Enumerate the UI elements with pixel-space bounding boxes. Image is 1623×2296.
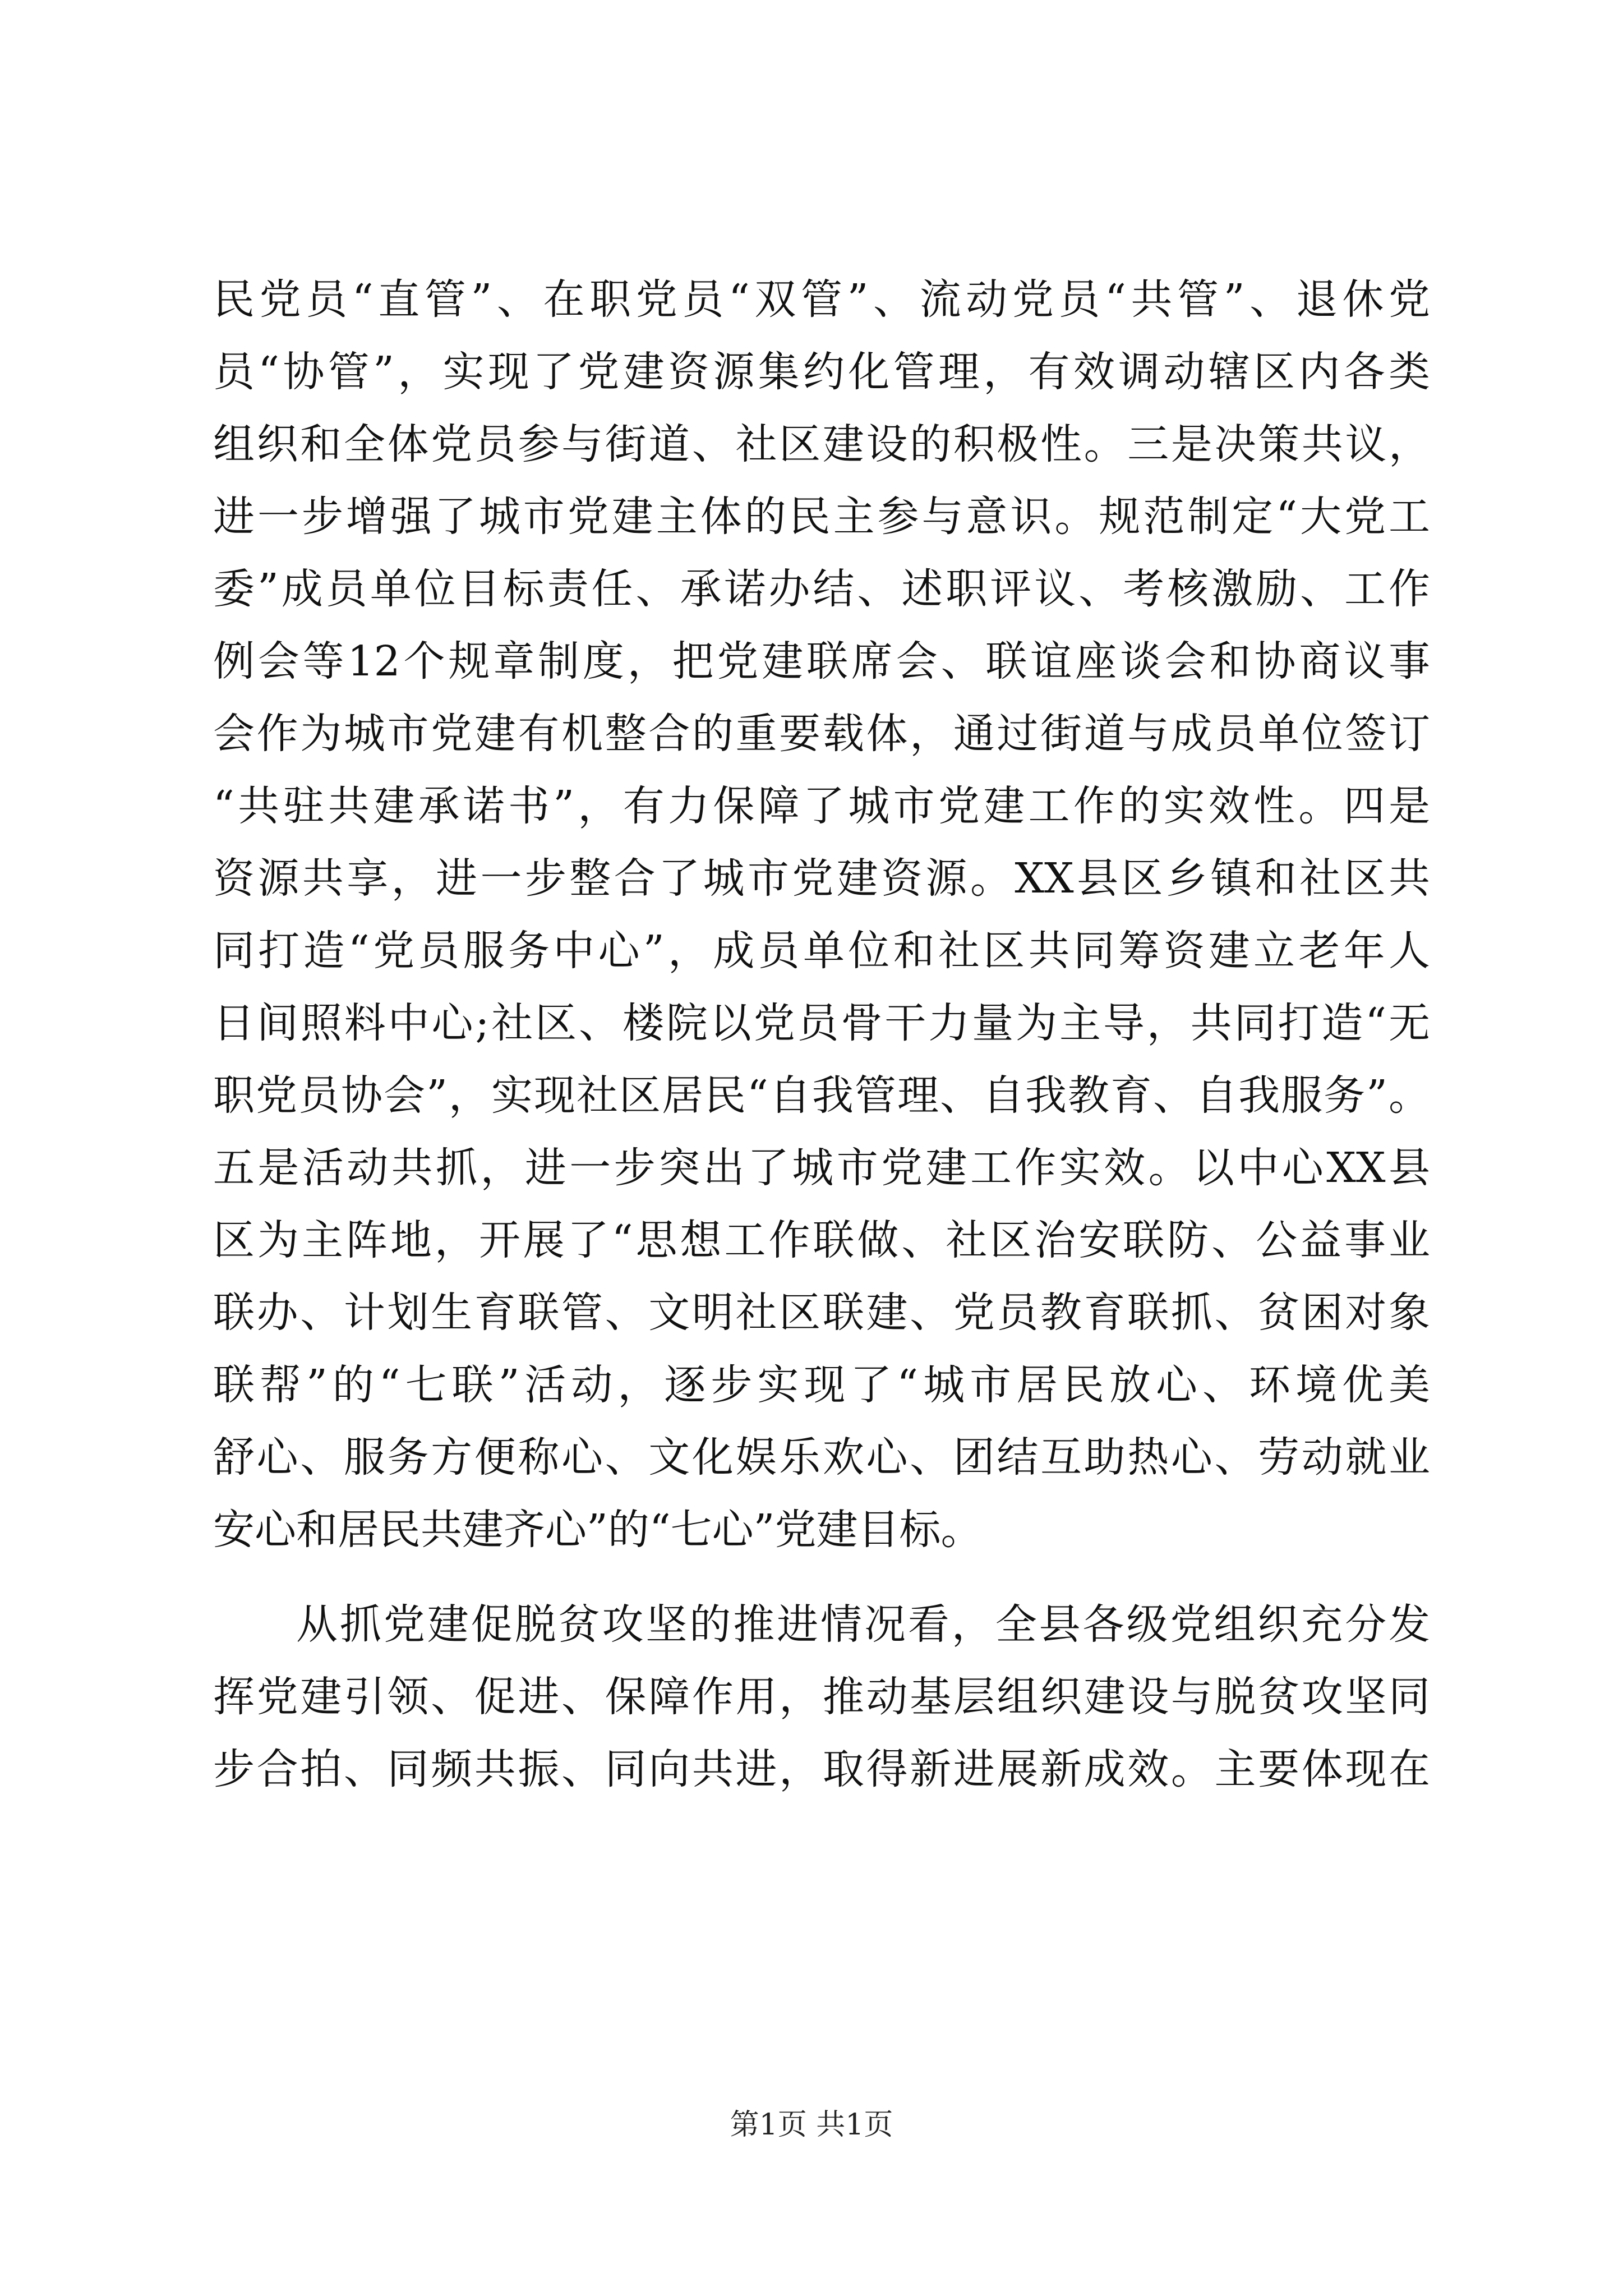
text-line: 五是活动共抓，进一步突出了城市党建工作实效。以中心XX县 — [213, 1144, 1430, 1192]
page-footer — [0, 2101, 1623, 2143]
text-line: 区为主阵地，开展了“思想工作联做、社区治安联防、公益事业 — [213, 1216, 1430, 1264]
text-line: 例会等12个规章制度，把党建联席会、联谊座谈会和协商议事 — [213, 637, 1430, 685]
text-line: 委”成员单位目标责任、承诺办结、述职评议、考核激励、工作 — [213, 565, 1430, 613]
text-line: 组织和全体党员参与街道、社区建设的积极性。三是决策共议， — [213, 420, 1430, 468]
text-line: 联帮”的“七联”活动，逐步实现了“城市居民放心、环境优美 — [213, 1361, 1430, 1409]
text-line: 步合拍、同频共振、同向共进，取得新进展新成效。主要体现在 — [213, 1745, 1430, 1793]
text-line: 从抓党建促脱贫攻坚的推进情况看，全县各级党组织充分发 — [296, 1600, 1430, 1649]
paragraph-2 — [213, 1589, 1430, 1806]
text-line: 会作为城市党建有机整合的重要载体，通过街道与成员单位签订 — [213, 710, 1430, 758]
text-line: 民党员“直管”、在职党员“双管”、流动党员“共管”、退休党 — [213, 275, 1430, 324]
text-line: 进一步增强了城市党建主体的民主参与意识。规范制定“大党工 — [213, 493, 1430, 541]
paragraph-1 — [213, 264, 1430, 1566]
body-text — [213, 264, 1430, 1806]
page-number-label: 第1页 共1页 — [730, 2108, 893, 2142]
text-line: 资源共享，进一步整合了城市党建资源。XX县区乡镇和社区共 — [213, 854, 1430, 903]
paragraph-gap — [213, 1566, 1430, 1589]
text-line: 挥党建引领、促进、保障作用，推动基层组织建设与脱贫攻坚同 — [213, 1673, 1430, 1721]
text-line: 日间照料中心;社区、楼院以党员骨干力量为主导，共同打造“无 — [213, 999, 1430, 1047]
text-line: 安心和居民共建齐心”的“七心”党建目标。 — [213, 1506, 983, 1554]
text-line: 舒心、服务方便称心、文化娱乐欢心、团结互助热心、劳动就业 — [213, 1433, 1430, 1481]
text-line: 同打造“党员服务中心”，成员单位和社区共同筹资建立老年人 — [213, 927, 1430, 975]
text-line: 员“协管”，实现了党建资源集约化管理，有效调动辖区内各类 — [213, 348, 1430, 396]
text-line: 职党员协会”，实现社区居民“自我管理、自我教育、自我服务”。 — [213, 1071, 1430, 1120]
text-line: 联办、计划生育联管、文明社区联建、党员教育联抓、贫困对象 — [213, 1289, 1430, 1337]
text-line: “共驻共建承诺书”，有力保障了城市党建工作的实效性。四是 — [213, 782, 1430, 830]
